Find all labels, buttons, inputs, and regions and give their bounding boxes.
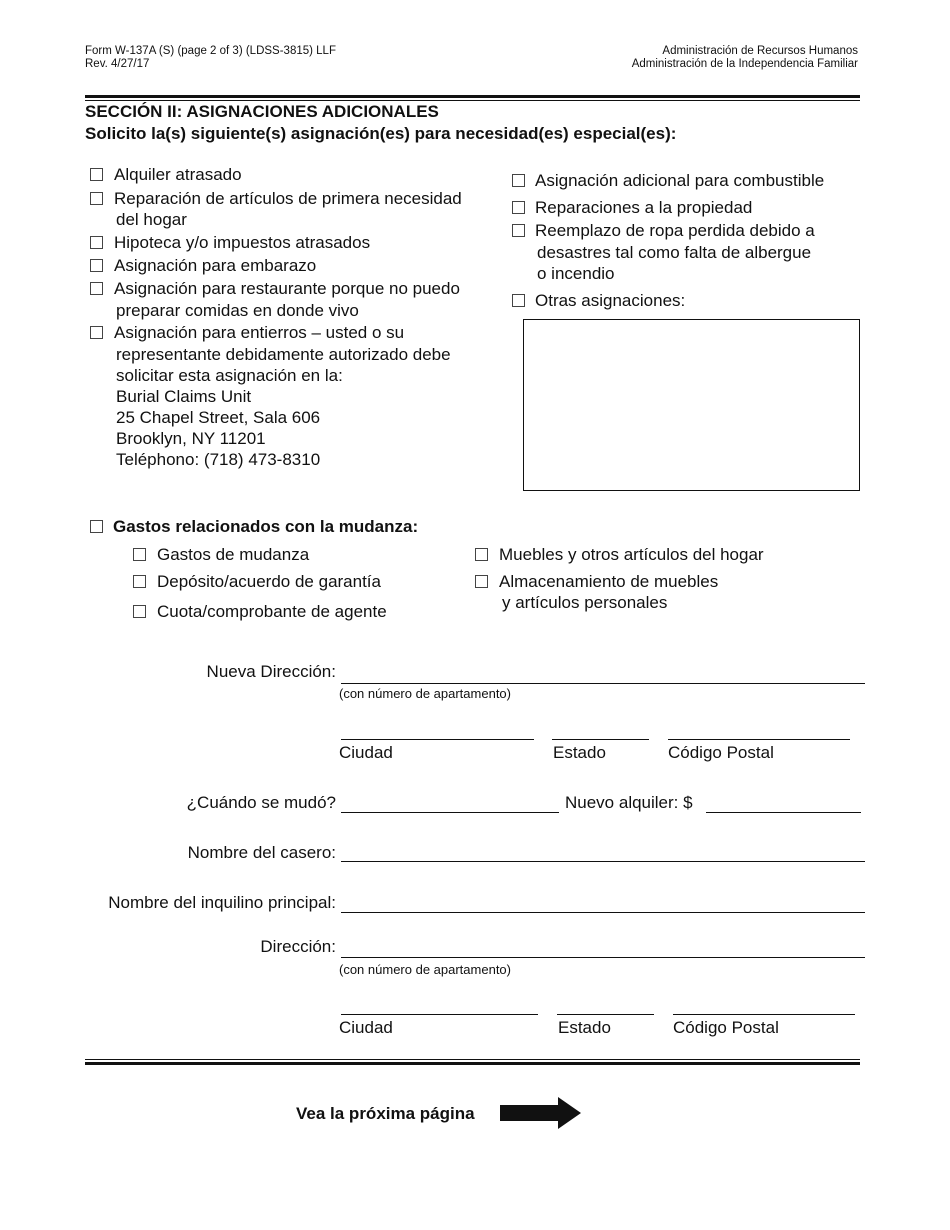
cuota-checkbox[interactable]	[133, 605, 146, 618]
otras-checkbox[interactable]	[512, 294, 525, 307]
mudanza-title: Gastos relacionados con la mudanza:	[113, 517, 419, 536]
ropa-checkbox[interactable]	[512, 224, 525, 237]
nueva-direccion-label: Nueva Dirección:	[206, 662, 336, 681]
propiedad-label: Reparaciones a la propiedad	[535, 198, 753, 217]
nueva-codigo-postal-label: Código Postal	[668, 743, 774, 762]
cuando-label: ¿Cuándo se mudó?	[186, 793, 336, 812]
ropa-label-1: Reemplazo de ropa perdida debido a	[535, 221, 815, 240]
arrow-right-icon	[498, 1096, 582, 1130]
entierros-label-2: representante debidamente autorizado debe	[116, 345, 451, 364]
nuevo-alquiler-field[interactable]	[706, 812, 861, 813]
inquilino-field[interactable]	[341, 912, 865, 913]
inquilino-label: Nombre del inquilino principal:	[108, 893, 336, 912]
ciudad-field[interactable]	[341, 1014, 538, 1015]
nueva-direccion-apt-note: (con número de apartamento)	[339, 686, 511, 701]
embarazo-checkbox[interactable]	[90, 259, 103, 272]
entierros-label-7: Teléphono: (718) 473-8310	[116, 450, 321, 469]
casero-label: Nombre del casero:	[187, 843, 336, 862]
deposito-checkbox[interactable]	[133, 575, 146, 588]
embarazo-label: Asignación para embarazo	[114, 256, 317, 275]
top-rule-thick	[85, 95, 860, 98]
bottom-rule-thin	[85, 1059, 860, 1060]
hipoteca-checkbox[interactable]	[90, 236, 103, 249]
mudanza-checkbox[interactable]	[90, 520, 103, 533]
muebles-checkbox[interactable]	[475, 548, 488, 561]
form-id	[85, 45, 336, 71]
direccion-label: Dirección:	[260, 937, 336, 956]
estado-field[interactable]	[557, 1014, 654, 1015]
bottom-rule-thick	[85, 1062, 860, 1065]
otras-textarea[interactable]	[523, 319, 860, 491]
form-number: Form W-137A (S) (page 2 of 3) (LDSS-3815) LLF	[85, 45, 336, 57]
reparacion-checkbox[interactable]	[90, 192, 103, 205]
combustible-label: Asignación adicional para combustible	[535, 171, 825, 190]
agency	[632, 45, 858, 71]
ropa-label-2: desastres tal como falta de albergue	[537, 243, 812, 262]
gastos-mudanza-checkbox[interactable]	[133, 548, 146, 561]
reparacion-label-1: Reparación de artículos de primera necesidad	[114, 189, 462, 208]
estado-label: Estado	[558, 1018, 611, 1037]
entierros-label-6: Brooklyn, NY 11201	[116, 429, 266, 448]
entierros-label-1: Asignación para entierros – usted o su	[114, 323, 405, 342]
alquiler-checkbox[interactable]	[90, 168, 103, 181]
ropa-label-3: o incendio	[537, 264, 615, 283]
restaurante-checkbox[interactable]	[90, 282, 103, 295]
restaurante-label-2: preparar comidas en donde vivo	[116, 301, 359, 320]
form-revision: Rev. 4/27/17	[85, 58, 150, 70]
alquiler-label: Alquiler atrasado	[114, 165, 242, 184]
codigo-postal-field[interactable]	[673, 1014, 855, 1015]
nueva-direccion-field[interactable]	[341, 683, 865, 684]
cuota-label: Cuota/comprobante de agente	[157, 602, 387, 621]
almacenamiento-checkbox[interactable]	[475, 575, 488, 588]
section-subtitle: Solicito la(s) siguiente(s) asignación(es) para necesidad(es) especial(es):	[85, 124, 677, 143]
entierros-label-4: Burial Claims Unit	[116, 387, 252, 406]
cuando-field[interactable]	[341, 812, 559, 813]
casero-field[interactable]	[341, 861, 865, 862]
direccion-apt-note: (con número de apartamento)	[339, 962, 511, 977]
ciudad-label: Ciudad	[339, 1018, 393, 1037]
nueva-codigo-postal-field[interactable]	[668, 739, 850, 740]
otras-label: Otras asignaciones:	[535, 291, 686, 310]
section-title: SECCIÓN II: ASIGNACIONES ADICIONALES	[85, 102, 439, 121]
nuevo-alquiler-label: Nuevo alquiler: $	[565, 793, 693, 812]
nueva-estado-field[interactable]	[552, 739, 649, 740]
deposito-label: Depósito/acuerdo de garantía	[157, 572, 381, 591]
next-page-label: Vea la próxima página	[296, 1104, 475, 1123]
reparacion-label-2: del hogar	[116, 210, 187, 229]
propiedad-checkbox[interactable]	[512, 201, 525, 214]
gastos-mudanza-label: Gastos de mudanza	[157, 545, 310, 564]
nueva-ciudad-label: Ciudad	[339, 743, 393, 762]
direccion-field[interactable]	[341, 957, 865, 958]
agency-line-2: Administración de la Independencia Familiar	[631, 58, 858, 70]
muebles-label: Muebles y otros artículos del hogar	[499, 545, 764, 564]
combustible-checkbox[interactable]	[512, 174, 525, 187]
almacenamiento-label-1: Almacenamiento de muebles	[499, 572, 719, 591]
entierros-label-3: solicitar esta asignación en la:	[116, 366, 343, 385]
codigo-postal-label: Código Postal	[673, 1018, 779, 1037]
nueva-estado-label: Estado	[553, 743, 606, 762]
agency-line-1: Administración de Recursos Humanos	[662, 45, 858, 57]
entierros-label-5: 25 Chapel Street, Sala 606	[116, 408, 321, 427]
nueva-ciudad-field[interactable]	[341, 739, 534, 740]
restaurante-label-1: Asignación para restaurante porque no puedo	[114, 279, 460, 298]
hipoteca-label: Hipoteca y/o impuestos atrasados	[114, 233, 371, 252]
entierros-checkbox[interactable]	[90, 326, 103, 339]
almacenamiento-label-2: y artículos personales	[502, 593, 668, 612]
